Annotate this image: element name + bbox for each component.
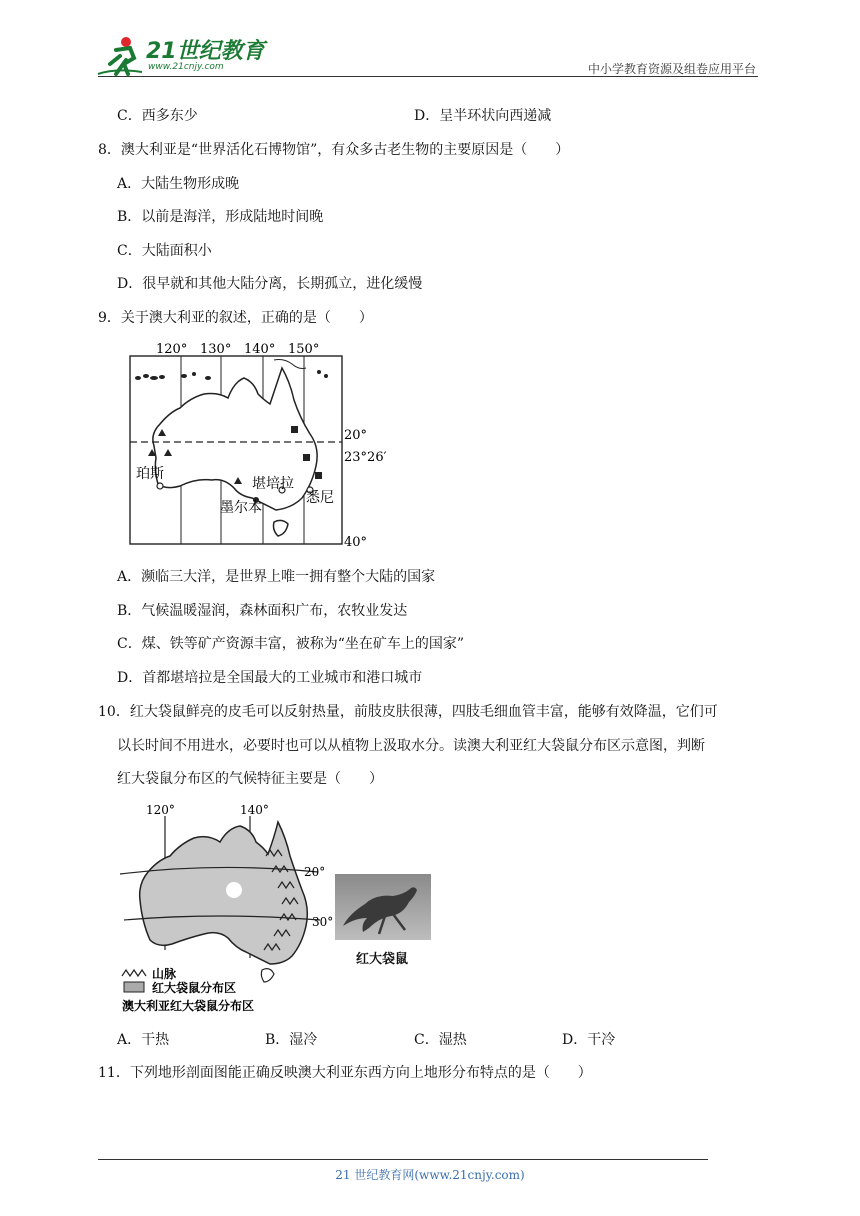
q10-legend-mountain: 山脉 xyxy=(152,967,177,981)
q9-lat-20: 20° xyxy=(344,428,368,443)
q7-option-c: C．西多东少 xyxy=(117,108,198,124)
q10-option-b: B．湿冷 xyxy=(265,1032,318,1048)
q9-city-melbourne: 墨尔本 xyxy=(220,500,262,516)
q10-option-d: D．干冷 xyxy=(562,1032,616,1048)
q9-city-perth: 珀斯 xyxy=(136,466,164,482)
q10-stem-line1: 10．红大袋鼠鲜亮的皮毛可以反射热量，前肢皮肤很薄，四肢毛细血管丰富，能够有效降温，它们可 xyxy=(98,704,718,720)
mountain-legend-icon xyxy=(122,970,146,976)
logo-text: 21世纪教育 xyxy=(146,39,265,64)
q9-lon-130: 130° xyxy=(200,342,232,357)
q8-option-d: D．很早就和其他大陆分离，长期孤立，进化缓慢 xyxy=(117,276,423,292)
q10-lon-120: 120° xyxy=(146,803,175,817)
q9-lon-140: 140° xyxy=(244,342,276,357)
q9-lat-23: 23°26′ xyxy=(344,450,387,465)
logo-subtext: www.21cnjy.com xyxy=(148,62,224,72)
q10-lon-140: 140° xyxy=(240,803,269,817)
q10-lat-20: 20° xyxy=(304,865,326,879)
q9-lon-150: 150° xyxy=(288,342,320,357)
q9-option-a: A．濒临三大洋，是世界上唯一拥有整个大陆的国家 xyxy=(117,569,436,585)
q8-option-b: B．以前是海洋，形成陆地时间晚 xyxy=(117,209,324,225)
q9-city-canberra: 堪培拉 xyxy=(252,476,294,492)
q10-stem-line3: 红大袋鼠分布区的气候特征主要是（ ） xyxy=(117,771,383,787)
q9-lat-40: 40° xyxy=(344,535,368,550)
footer-site-text: 21 世纪教育网(www.21cnjy.com) xyxy=(335,1168,525,1182)
q9-option-c: C．煤、铁等矿产资源丰富，被称为“坐在矿车上的国家” xyxy=(117,636,465,652)
kangaroo-photo-caption: 红大袋鼠 xyxy=(356,952,409,967)
runner-logo-icon xyxy=(96,34,146,78)
header-divider xyxy=(98,76,758,77)
q10-legend-area: 红大袋鼠分布区 xyxy=(152,981,237,995)
q9-option-b: B．气候温暖湿润，森林面积广布，农牧业发达 xyxy=(117,603,408,619)
q8-stem: 8．澳大利亚是“世界活化石博物馆”，有众多古老生物的主要原因是（ ） xyxy=(98,142,570,158)
area-legend-swatch xyxy=(124,982,144,992)
q7-option-d: D．呈半环状向西递减 xyxy=(414,108,552,124)
site-logo xyxy=(96,34,266,78)
q9-lon-120: 120° xyxy=(156,342,188,357)
footer-divider xyxy=(98,1159,708,1160)
q11-stem: 11．下列地形剖面图能正确反映澳大利亚东西方向上地形分布特点的是（ ） xyxy=(98,1065,592,1081)
q10-option-a: A．干热 xyxy=(117,1032,170,1048)
q8-option-a: A．大陆生物形成晚 xyxy=(117,176,240,192)
q8-option-c: C．大陆面积小 xyxy=(117,243,212,259)
header-platform-text: 中小学教育资源及组卷应用平台 xyxy=(587,62,756,76)
q9-option-d: D．首都堪培拉是全国最大的工业城市和港口城市 xyxy=(117,670,423,686)
q9-australia-map xyxy=(124,338,394,550)
q9-city-sydney: 悉尼 xyxy=(306,490,334,506)
red-kangaroo-photo xyxy=(335,874,431,940)
q10-lat-30: 30° xyxy=(312,915,334,929)
q10-stem-line2: 以长时间不用进水，必要时也可以从植物上汲取水分。读澳大利亚红大袋鼠分布区示意图，判断 xyxy=(117,738,705,754)
q9-stem: 9．关于澳大利亚的叙述，正确的是（ ） xyxy=(98,310,373,326)
q10-map-caption: 澳大利亚红大袋鼠分布区 xyxy=(122,999,255,1013)
q10-option-c: C．湿热 xyxy=(414,1032,467,1048)
